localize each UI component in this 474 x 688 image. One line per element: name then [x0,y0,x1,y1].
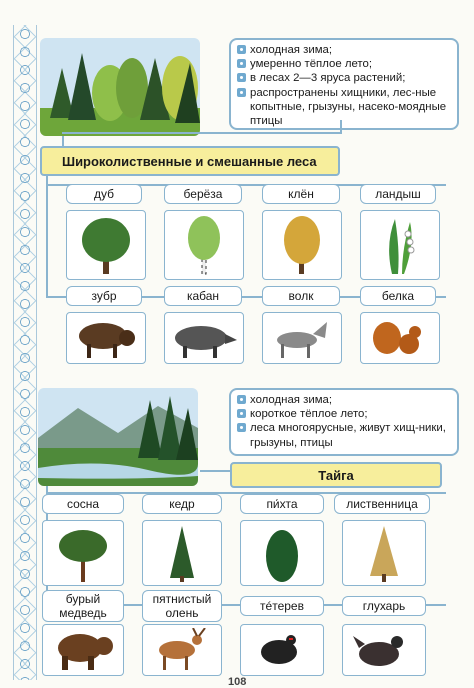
label-oak: дуб [66,184,142,204]
mixed-forest-photo [40,38,200,136]
fir-image [240,520,324,586]
label-fir: пи́хта [240,494,324,514]
label-lily: ландыш [360,184,436,204]
brown-bear-image [42,624,124,676]
lily-of-the-valley-image [360,210,440,280]
fact-item: короткое тёплое лето; [237,407,451,421]
label-bison: зубр [66,286,142,306]
taiga-photo [38,388,198,486]
ornament-border [13,25,37,680]
fact-item: умеренно тёплое лето; [237,57,451,71]
bullet-icon [237,45,246,54]
label-brown-bear: бурый медведь [42,590,124,622]
label-sika-deer: пятнистый олень [142,590,222,622]
label-squirrel: белка [360,286,436,306]
fact-item: холодная зима; [237,43,451,57]
label-maple: клён [262,184,340,204]
fact-item: в лесах 2—3 яруса растений; [237,71,451,85]
boar-image [164,312,244,364]
birch-image [164,210,244,280]
label-boar: кабан [164,286,242,306]
section-title-mixed-forest: Широколиственные и смешанные леса [40,146,340,176]
fact-item: холодная зима; [237,393,451,407]
maple-image [262,210,342,280]
label-wolf: волк [262,286,340,306]
larch-image [342,520,426,586]
fact-item: распространены хищники, лес-ные копытные, грызуны, насеко-моядные птицы [237,86,451,129]
oak-image [66,210,146,280]
black-grouse-image [240,624,324,676]
sika-deer-image [142,624,222,676]
bison-image [66,312,146,364]
fact-item: леса многоярусные, живут хищ-ники, грызуны, птицы [237,421,451,449]
label-birch: берёза [164,184,242,204]
label-larch: лиственница [334,494,430,514]
cedar-image [142,520,222,586]
bullet-icon [237,73,246,82]
bullet-icon [237,88,246,97]
page-number: 108 [228,676,247,688]
label-capercaillie: глухарь [342,596,426,616]
section-title-taiga: Тайга [230,462,442,488]
label-pine: сосна [42,494,124,514]
wolf-image [262,312,342,364]
squirrel-image [360,312,440,364]
capercaillie-image [342,624,426,676]
pine-image [42,520,124,586]
facts-box-mixed-forest [229,38,459,130]
bullet-icon [237,423,246,432]
facts-box-taiga [229,388,459,456]
bullet-icon [237,409,246,418]
bullet-icon [237,59,246,68]
label-black-grouse: тéтерев [240,596,324,616]
bullet-icon [237,395,246,404]
label-cedar: кедр [142,494,222,514]
